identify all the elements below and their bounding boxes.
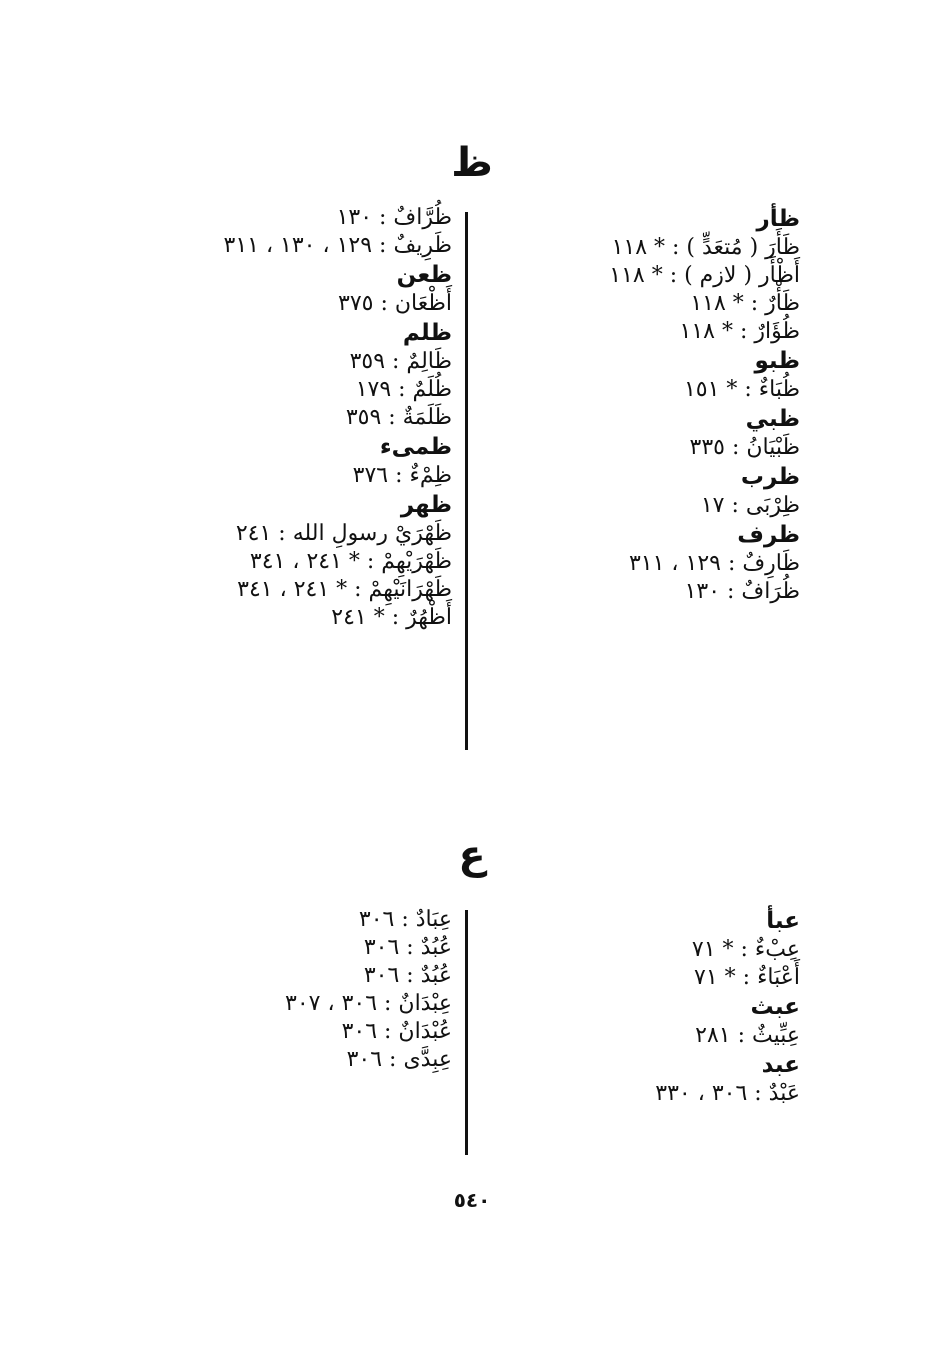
index-entry: أَعْبَاءٌ : * ٧١ bbox=[694, 965, 800, 990]
index-entry: ظَهْرَيْهِمْ : * ٢٤١ ، ٣٤١ bbox=[249, 549, 452, 574]
index-entry: ظَهْرَيْ رسولِ الله : ٢٤١ bbox=[235, 521, 452, 546]
root-heading: عبأ bbox=[766, 908, 800, 934]
index-entry: أَظْعَان : ٣٧٥ bbox=[338, 291, 452, 316]
root-heading: ظبو bbox=[754, 348, 800, 374]
index-entry: ظِرْبَى : ١٧ bbox=[700, 493, 800, 518]
root-heading: عبث bbox=[750, 994, 800, 1020]
index-entry: عُبْدَانٌ : ٣٠٦ bbox=[341, 1019, 452, 1044]
index-entry: ظُبَاءٌ : * ١٥١ bbox=[683, 377, 800, 402]
section-1-right-column bbox=[480, 204, 800, 606]
index-entry: عِبِدَّى : ٣٠٦ bbox=[346, 1047, 452, 1072]
index-entry: عِبِّيثٌ : ٢٨١ bbox=[695, 1023, 800, 1048]
index-entry: ظُؤَارٌ : * ١١٨ bbox=[679, 319, 800, 344]
column-divider bbox=[465, 910, 468, 1155]
index-entry: ظُرَّافٌ : ١٣٠ bbox=[336, 205, 452, 230]
page-number: ٥٤٠ bbox=[453, 1188, 491, 1212]
section-2-right-column bbox=[480, 906, 800, 1108]
index-entry: أَظْهُرٌ : * ٢٤١ bbox=[331, 605, 452, 630]
index-entry: أَظْأَر ( لازم ) : * ١١٨ bbox=[609, 263, 800, 288]
index-entry: ظَالِمٌ : ٣٥٩ bbox=[349, 349, 452, 374]
section-letter-zah: ظ bbox=[451, 140, 493, 186]
root-heading: ظرف bbox=[737, 522, 800, 548]
root-heading: ظلم bbox=[402, 320, 452, 346]
root-heading: عبد bbox=[761, 1052, 800, 1078]
index-entry: ظِمْءٌ : ٣٧٦ bbox=[352, 463, 452, 488]
section-2-left-column bbox=[100, 906, 452, 1074]
root-heading: ظرب bbox=[740, 464, 800, 490]
index-entry: ظَهْرَانَيْهِمْ : * ٢٤١ ، ٣٤١ bbox=[237, 577, 452, 602]
root-heading: ظأر bbox=[756, 206, 800, 232]
index-entry: عُبُدٌ : ٣٠٦ bbox=[363, 963, 452, 988]
index-entry: عِبَادٌ : ٣٠٦ bbox=[358, 907, 452, 932]
index-entry: عِبْدَانٌ : ٣٠٦ ، ٣٠٧ bbox=[285, 991, 452, 1016]
index-entry: عُبُدٌ : ٣٠٦ bbox=[363, 935, 452, 960]
index-entry: ظُلَمٌ : ١٧٩ bbox=[355, 377, 452, 402]
root-heading: ظعن bbox=[396, 262, 452, 288]
index-entry: ظَرِيفٌ : ١٢٩ ، ١٣٠ ، ٣١١ bbox=[223, 233, 452, 258]
root-heading: ظهر bbox=[400, 492, 452, 518]
root-heading: ظمىء bbox=[379, 434, 452, 460]
index-entry: ظَأْرٌ : * ١١٨ bbox=[690, 291, 800, 316]
index-entry: عِبْءٌ : * ٧١ bbox=[691, 937, 800, 962]
index-entry: ظُرَافٌ : ١٣٠ bbox=[684, 579, 800, 604]
root-heading: ظبي bbox=[745, 406, 800, 432]
index-entry: ظَبْيَانُ : ٣٣٥ bbox=[689, 435, 800, 460]
section-letter-ain: ع bbox=[458, 832, 486, 878]
index-entry: ظَأَرَ ( مُتعَدٍّ ) : * ١١٨ bbox=[611, 235, 800, 260]
index-entry: ظَلَمَةٌ : ٣٥٩ bbox=[345, 405, 452, 430]
section-1-left-column bbox=[100, 204, 452, 632]
index-entry: ظَارِفٌ : ١٢٩ ، ٣١١ bbox=[628, 551, 800, 576]
column-divider bbox=[465, 212, 468, 750]
index-entry: عَبْدٌ : ٣٠٦ ، ٣٣٠ bbox=[655, 1081, 800, 1106]
